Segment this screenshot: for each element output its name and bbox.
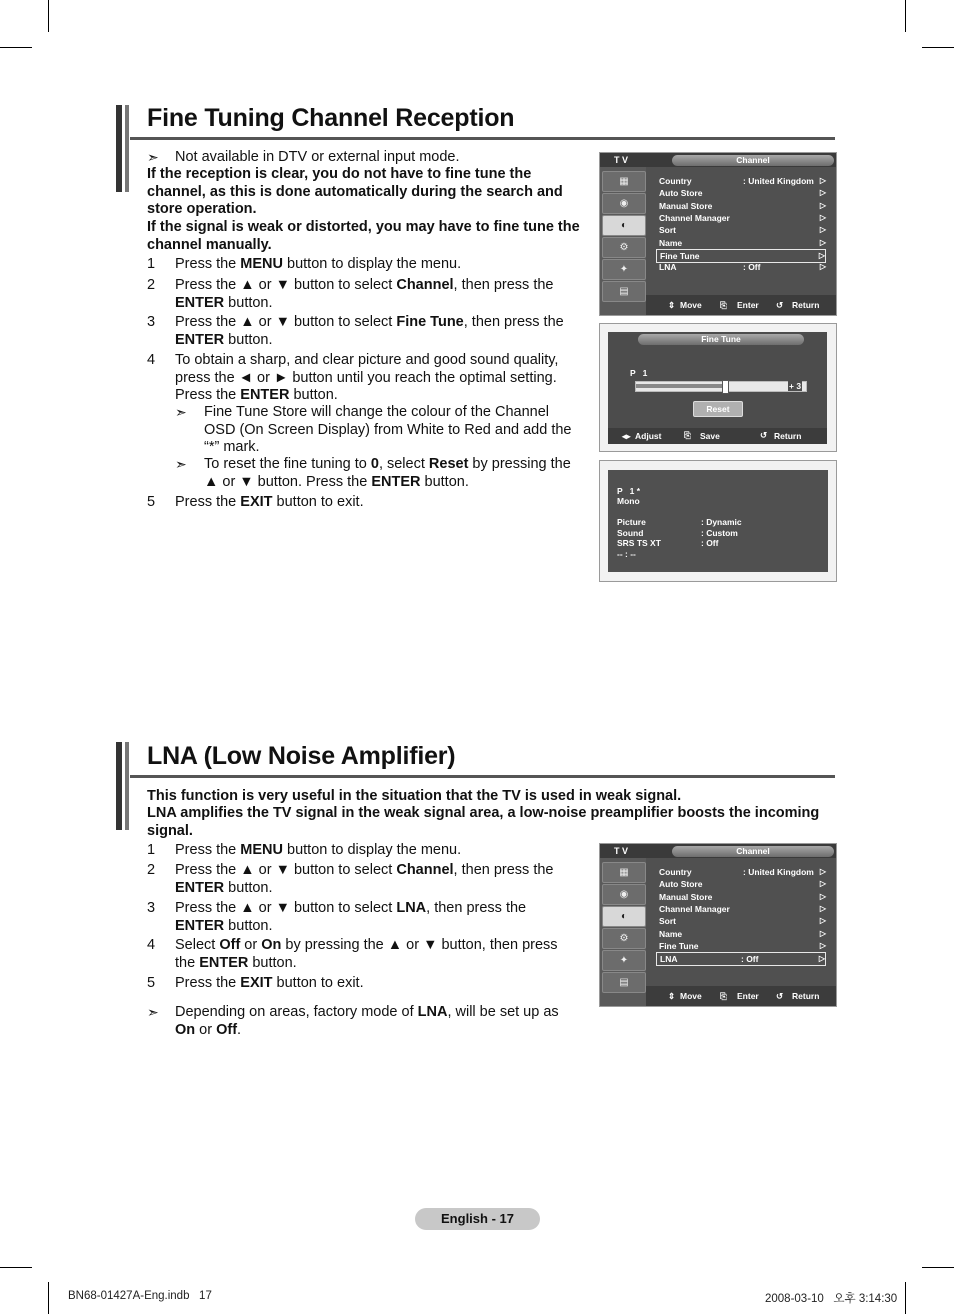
chevron-right-icon: ▷ — [819, 940, 826, 950]
step-text: Press the ▲ or ▼ button to select Fine Tune, then press the ENTER button. — [175, 314, 564, 348]
crop-mark — [905, 0, 906, 32]
chevron-right-icon: ▷ — [819, 225, 826, 235]
note-arrow-icon: ➣ — [175, 456, 187, 472]
chevron-right-icon: ▷ — [819, 867, 826, 876]
step-number: 2 — [147, 862, 156, 878]
return-label: Return — [792, 991, 820, 1001]
move-label: Move — [680, 300, 702, 310]
info-label: SRS TS XT — [617, 538, 661, 548]
intro-text: LNA amplifies the TV signal in the weak signal area, a low-noise preamplifier boosts the incoming signal. — [147, 805, 820, 839]
section-title-fine-tuning: Fine Tuning Channel Reception — [147, 104, 515, 132]
slider-knob[interactable] — [722, 380, 729, 394]
step-text: Press the EXIT button to exit. — [175, 975, 364, 991]
step-text: Press the ▲ or ▼ button to select LNA, then press the ENTER button. — [175, 900, 527, 934]
osd-menu-icon[interactable]: ◉ — [602, 193, 646, 214]
fine-tune-value: + 3 — [789, 381, 802, 391]
return-icon: ↺ — [760, 430, 768, 440]
step-number: 1 — [147, 842, 156, 858]
menu-item-label: LNA — [660, 954, 678, 965]
osd-menu-item[interactable] — [659, 878, 826, 890]
osd-menu-icon[interactable]: ▦ — [602, 862, 646, 883]
osd-sidebar — [600, 858, 646, 1006]
step-text: Press the ▲ or ▼ button to select Channel, then press the ENTER button. — [175, 277, 554, 311]
info-audio: Mono — [617, 496, 640, 506]
menu-item-value: : United Kingdom — [743, 867, 814, 877]
return-label: Return — [774, 431, 802, 441]
note-text: Depending on areas, factory mode of LNA, will be set up as On or Off. — [175, 1004, 559, 1038]
chevron-right-icon: ▷ — [819, 200, 826, 210]
enter-label: Enter — [737, 991, 759, 1001]
chevron-right-icon: ▷ — [819, 237, 826, 247]
subnote-text: Fine Tune Store will change the colour of the Channel OSD (On Screen Display) from White to Red and add the “*” mark. — [204, 404, 572, 455]
save-icon: ⎘ — [684, 430, 691, 440]
enter-label: Enter — [737, 300, 759, 310]
osd-menu-icon[interactable]: ▦ — [602, 171, 646, 192]
osd-menu-item[interactable] — [659, 175, 826, 187]
note-arrow-icon: ➣ — [147, 149, 159, 165]
menu-item-label: Country — [659, 867, 692, 877]
menu-item-label: Name — [659, 928, 683, 939]
step-number: 1 — [147, 256, 156, 272]
menu-item-label: Country — [659, 176, 692, 186]
menu-item-label: Sort — [659, 916, 676, 927]
osd-footer — [646, 986, 836, 1006]
menu-item-label: LNA — [659, 262, 677, 273]
menu-item-label: Fine Tune — [659, 940, 699, 951]
file-name: BN68-01427A-Eng.indb 17 — [68, 1290, 212, 1302]
step-text: Press the EXIT button to exit. — [175, 494, 364, 510]
crop-mark — [922, 1267, 954, 1268]
osd-menu-list — [646, 167, 836, 295]
chevron-right-icon: ▷ — [819, 212, 826, 222]
reset-button[interactable]: Reset — [693, 401, 743, 417]
crop-mark — [48, 0, 49, 32]
chevron-right-icon: ▷ — [819, 188, 826, 198]
chevron-right-icon: ▷ — [819, 916, 826, 926]
osd-menu-icon[interactable]: ◐ — [602, 215, 646, 236]
osd-menu-icon[interactable]: ⚙ — [602, 928, 646, 949]
osd-footer — [646, 295, 836, 315]
chevron-right-icon: ▷ — [819, 903, 826, 913]
page-number: English - 17 — [415, 1208, 540, 1230]
crop-mark — [0, 47, 32, 48]
save-label: Save — [700, 431, 720, 441]
osd-sidebar — [600, 167, 646, 315]
osd-menu-item[interactable] — [656, 952, 826, 966]
menu-item-label: Name — [659, 237, 683, 248]
osd-menu-icon[interactable]: ◐ — [602, 906, 646, 927]
osd-menu-icon[interactable]: ◉ — [602, 884, 646, 905]
chevron-right-icon: ▷ — [819, 262, 826, 272]
osd-menu-item[interactable] — [659, 237, 826, 249]
step-text: Press the MENU button to display the menu. — [175, 256, 462, 272]
menu-item-label: Channel Manager — [659, 903, 730, 914]
osd-menu-item[interactable] — [659, 866, 826, 878]
menu-item-label: Manual Store — [659, 891, 713, 902]
osd-menu-item[interactable] — [659, 891, 826, 903]
section-rule — [130, 775, 835, 778]
section-bar — [116, 742, 122, 830]
osd-menu-item[interactable] — [659, 928, 826, 940]
osd-menu-item[interactable] — [659, 224, 826, 236]
section-title-lna: LNA (Low Noise Amplifier) — [147, 742, 456, 770]
osd-menu-icon[interactable]: ✦ — [602, 950, 646, 971]
print-date: 2008-03-10 오후 3:14:30 — [765, 1293, 898, 1305]
menu-item-value: : United Kingdom — [743, 176, 814, 186]
osd-menu-item[interactable] — [659, 261, 826, 273]
intro-text: This function is very useful in the situation that the TV is used in weak signal. — [147, 788, 682, 804]
chevron-right-icon: ▷ — [818, 250, 825, 260]
menu-item-value: : Off — [743, 262, 761, 273]
step-text: To obtain a sharp, and clear picture and good sound quality, press the ◄ or ► button until you reach the optimal setting. Press the ENTER button. — [175, 352, 559, 403]
osd-menu-item[interactable] — [659, 200, 826, 212]
section-bar — [125, 742, 129, 830]
osd-tab-channel[interactable]: Channel — [672, 846, 834, 857]
fine-tune-title: Fine Tune — [638, 334, 804, 345]
osd-source: T V — [614, 846, 629, 856]
menu-item-label: Channel Manager — [659, 212, 730, 223]
osd-menu-icon[interactable]: ▤ — [602, 281, 646, 302]
osd-menu-icon[interactable]: ⚙ — [602, 237, 646, 258]
step-number: 4 — [147, 937, 156, 953]
crop-mark — [905, 1282, 906, 1314]
info-value: : Off — [701, 538, 719, 548]
osd-menu-icon[interactable]: ▤ — [602, 972, 646, 993]
move-label: Move — [680, 991, 702, 1001]
osd-menu-item[interactable] — [659, 212, 826, 224]
osd-channel-menu — [599, 152, 837, 316]
return-label: Return — [792, 300, 820, 310]
fine-tune-slider[interactable] — [635, 381, 807, 392]
crop-mark — [0, 1267, 32, 1268]
osd-fine-tune — [599, 323, 837, 452]
section-bar — [116, 105, 122, 192]
menu-item-label: Fine Tune — [660, 250, 700, 261]
osd-channel-menu-lna — [599, 843, 837, 1007]
chevron-right-icon: ▷ — [819, 891, 826, 901]
osd-menu-item[interactable] — [659, 187, 826, 199]
step-number: 2 — [147, 277, 156, 293]
step-text: Press the MENU button to display the menu. — [175, 842, 462, 858]
section-rule — [130, 137, 835, 140]
info-value: : Custom — [701, 527, 738, 538]
note-text: Not available in DTV or external input mode. — [175, 149, 460, 165]
chevron-right-icon: ▷ — [818, 954, 825, 964]
menu-item-label: Manual Store — [659, 200, 713, 211]
menu-item-label: Sort — [659, 225, 676, 236]
info-label: Picture — [617, 517, 646, 527]
osd-menu-item[interactable] — [659, 940, 826, 952]
chevron-right-icon: ▷ — [819, 176, 826, 185]
step-text: Select Off or On by pressing the ▲ or ▼ button, then press the ENTER button. — [175, 937, 558, 971]
step-number: 5 — [147, 494, 156, 510]
info-channel: P 1 * — [617, 486, 640, 496]
info-label: Sound — [617, 527, 644, 538]
return-icon: ↺ — [776, 300, 784, 310]
return-icon: ↺ — [776, 991, 784, 1001]
enter-icon: ⎘ — [720, 991, 727, 1001]
adjust-icon: ◂▸ — [622, 431, 631, 441]
menu-item-label: Auto Store — [659, 879, 703, 890]
intro-text: If the reception is clear, you do not have to fine tune the channel, as this is done automatically during the search and store operation. — [147, 166, 563, 217]
intro-text: If the signal is weak or distorted, you may have to fine tune the channel manually. — [147, 219, 580, 253]
channel-label: P 1 — [630, 368, 648, 378]
crop-mark — [922, 47, 954, 48]
move-icon: ⇕ — [668, 991, 676, 1001]
note-arrow-icon: ➣ — [147, 1004, 159, 1020]
step-text: Press the ▲ or ▼ button to select Channel, then press the ENTER button. — [175, 862, 554, 896]
info-value: : Dynamic — [701, 517, 742, 527]
osd-menu-list — [646, 858, 836, 986]
menu-item-value: : Off — [741, 954, 759, 965]
step-number: 4 — [147, 352, 156, 368]
crop-mark — [48, 1282, 49, 1314]
enter-icon: ⎘ — [720, 300, 727, 310]
chevron-right-icon: ▷ — [819, 879, 826, 889]
step-number: 3 — [147, 900, 156, 916]
osd-menu-item[interactable] — [659, 903, 826, 915]
info-time: -- : -- — [617, 549, 636, 559]
osd-menu-icon[interactable]: ✦ — [602, 259, 646, 280]
osd-info-display — [599, 460, 837, 582]
osd-menu-item[interactable] — [659, 915, 826, 927]
subnote-text: To reset the fine tuning to 0, select Reset by pressing the ▲ or ▼ button. Press the ENTER button. — [204, 456, 571, 490]
step-number: 3 — [147, 314, 156, 330]
step-number: 5 — [147, 975, 156, 991]
section-bar — [125, 105, 129, 192]
note-arrow-icon: ➣ — [175, 404, 187, 420]
menu-item-label: Auto Store — [659, 188, 703, 199]
move-icon: ⇕ — [668, 300, 676, 310]
osd-tab-channel[interactable]: Channel — [672, 155, 834, 166]
adjust-label: Adjust — [635, 431, 662, 441]
osd-source: T V — [614, 155, 629, 165]
chevron-right-icon: ▷ — [819, 928, 826, 938]
